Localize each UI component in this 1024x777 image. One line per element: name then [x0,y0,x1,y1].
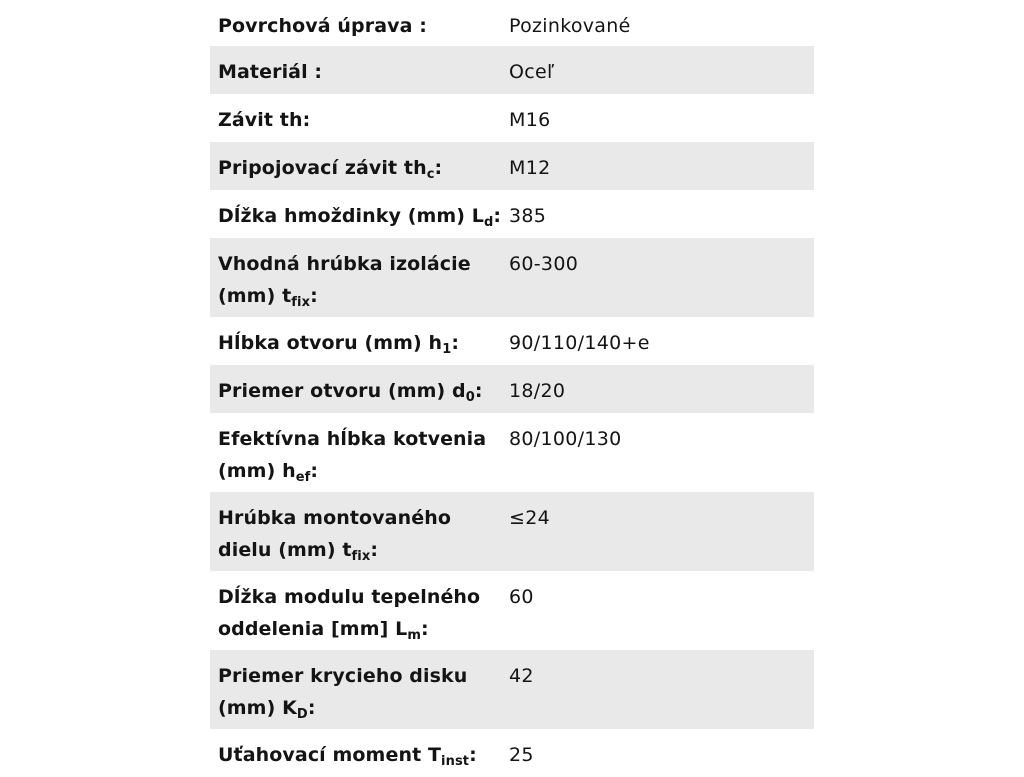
spec-label: Dĺžka modulu tepelného oddelenia [mm] $L_m$: [218,586,481,643]
spec-row [210,46,814,94]
spec-label: Materiál : [218,61,323,83]
spec-value: 25 [509,744,534,766]
spec-value: Pozinkované [509,15,631,37]
spec-row [210,142,814,190]
spec-row [210,94,814,142]
spec-label: Priemer otvoru (mm) $d_0$: [218,380,483,405]
spec-value: 385 [509,205,547,227]
spec-value: M12 [509,157,551,179]
spec-label: Dĺžka hmoždinky (mm) $L_d$: [218,205,502,230]
spec-row [210,413,814,492]
spec-label: Povrchová úprava : [218,15,427,37]
spec-value: Oceľ [509,61,555,83]
spec-label: Závit th: [218,109,311,131]
spec-row [210,190,814,238]
spec-row [210,0,814,46]
spec-row [210,650,814,729]
spec-row [210,317,814,365]
spec-label: Uťahovací moment $T_{inst}$: [218,744,477,769]
spec-row [210,238,814,317]
spec-value: 90/110/140+e [509,332,650,354]
spec-row [210,365,814,413]
spec-row [210,492,814,571]
spec-label: Priemer krycieho disku (mm) $K_D$: [218,665,468,722]
spec-label: Pripojovací závit $th_c$: [218,157,443,182]
spec-value: 80/100/130 [509,428,622,450]
spec-label: Hrúbka montovaného dielu (mm) $t_{fix}$: [218,507,451,564]
spec-row [210,571,814,650]
spec-label: Vhodná hrúbka izolácie (mm) $t_{fix}$: [218,253,471,310]
spec-value: ≤24 [509,507,550,529]
spec-value: 60-300 [509,253,579,275]
spec-value: 60 [509,586,534,608]
spec-row [210,729,814,777]
spec-label: Efektívna hĺbka kotvenia (mm) $h_{ef}$: [218,428,487,485]
spec-value: 18/20 [509,380,566,402]
spec-label: Hĺbka otvoru (mm) $h_1$: [218,332,460,357]
spec-value: M16 [509,109,551,131]
spec-value: 42 [509,665,534,687]
spec-table [210,0,814,777]
